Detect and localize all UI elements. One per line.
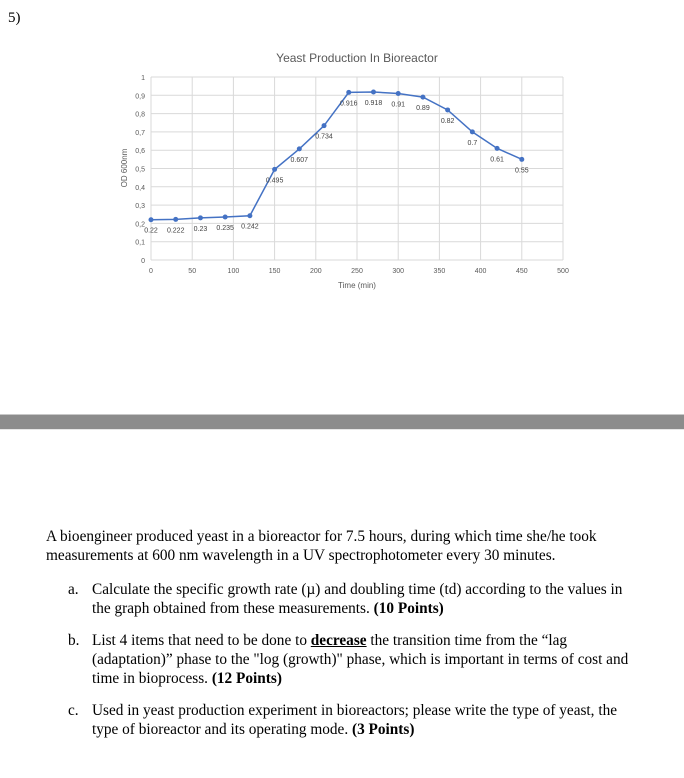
item-letter: a. [68, 581, 79, 598]
data-point [495, 146, 500, 151]
yeast-production-chart [0, 0, 684, 300]
y-tick-label: 0,2 [135, 221, 145, 229]
data-label: 0.91 [391, 101, 406, 109]
y-tick-label: 0,4 [135, 184, 145, 192]
x-tick-label: 450 [515, 268, 528, 275]
data-label: 0.23 [193, 225, 208, 233]
data-point [198, 215, 203, 220]
data-label: 0.222 [166, 227, 185, 235]
x-tick-label: 400 [474, 268, 487, 275]
data-point [420, 95, 425, 100]
x-tick-label: 350 [433, 268, 446, 275]
item-letter: b. [68, 632, 80, 649]
y-tick-label: 0 [141, 258, 145, 265]
item-points: (10 Points) [373, 600, 444, 617]
data-label: 0.89 [416, 105, 430, 113]
x-tick-label: 0 [149, 268, 153, 275]
data-point [396, 91, 401, 96]
data-label: 0.61 [490, 156, 504, 164]
item-text: Calculate the specific growth rate (µ) and doubling time (td) according to the values in the graph obtained from these measurements. [92, 581, 623, 617]
data-label: 0.607 [290, 156, 309, 164]
y-tick-label: 0,3 [135, 203, 145, 211]
x-tick-label: 200 [309, 268, 322, 275]
x-tick-label: 250 [351, 268, 363, 275]
data-label: 0.242 [241, 223, 259, 231]
data-point [223, 214, 228, 219]
data-point [470, 129, 475, 134]
y-tick-label: 0,6 [135, 148, 145, 156]
item-points: (12 Points) [211, 670, 282, 687]
y-tick-label: 0,7 [135, 129, 145, 137]
data-point [322, 123, 327, 128]
data-point [272, 167, 277, 172]
page-divider [0, 414, 684, 430]
chart-series [144, 90, 529, 235]
x-tick-label: 100 [227, 268, 240, 275]
data-point [297, 146, 302, 151]
question-number: 5) [8, 10, 21, 26]
item-letter: c. [68, 702, 79, 719]
data-label: 0.22 [144, 227, 158, 235]
data-label: 0.7 [467, 139, 478, 147]
y-tick-label: 1 [141, 75, 145, 82]
data-label: 0.235 [216, 224, 234, 232]
data-point [149, 217, 154, 222]
chart-title: Yeast Production In Bioreactor [276, 51, 438, 65]
y-tick-label: 0,5 [135, 166, 145, 174]
data-point [519, 157, 524, 162]
sub-question-c [68, 701, 640, 739]
item-points: (3 Points) [351, 721, 415, 738]
y-tick-label: 0,8 [135, 111, 145, 119]
data-label: 0.495 [265, 177, 284, 185]
item-emphasis: decrease [310, 632, 367, 649]
y-tick-label: 0,1 [135, 239, 145, 247]
x-tick-label: 500 [557, 268, 569, 275]
sub-question-b [68, 631, 640, 688]
data-point [346, 90, 351, 95]
sub-questions [68, 580, 640, 752]
y-axis-label: OD 600nm [120, 148, 129, 188]
data-point [445, 107, 450, 112]
x-tick-label: 300 [392, 268, 405, 275]
item-text: List 4 items that need to be done to [92, 632, 307, 649]
x-tick-label: 150 [268, 268, 281, 275]
item-text: Used in yeast production experiment in bioreactors; please write the type of yeast, the type of bioreactor and its operating mode. [92, 702, 618, 738]
data-label: 0.734 [315, 133, 333, 141]
question-intro: A bioengineer produced yeast in a bioreactor for 7.5 hours, during which time she/he took measurements at 600 nm wavelength in a UV spectrophotometer every 30 minutes. [46, 528, 597, 564]
item-text: the transition time from the “lag (adaptation)” phase to the "log (growth)" phase, which is important in terms of cost and time in bioprocess. [92, 632, 629, 687]
x-tick-label: 50 [188, 268, 197, 275]
data-label: 0.916 [339, 100, 358, 108]
sub-question-a [68, 580, 640, 618]
data-label: 0.55 [514, 167, 529, 175]
data-point [173, 217, 178, 222]
series-line [151, 92, 522, 220]
x-axis-label: Time (min) [338, 281, 376, 290]
y-tick-label: 0,9 [135, 93, 145, 101]
data-label: 0.918 [364, 100, 383, 108]
data-point [247, 213, 252, 218]
data-point [371, 90, 376, 95]
data-label: 0.82 [440, 117, 455, 125]
